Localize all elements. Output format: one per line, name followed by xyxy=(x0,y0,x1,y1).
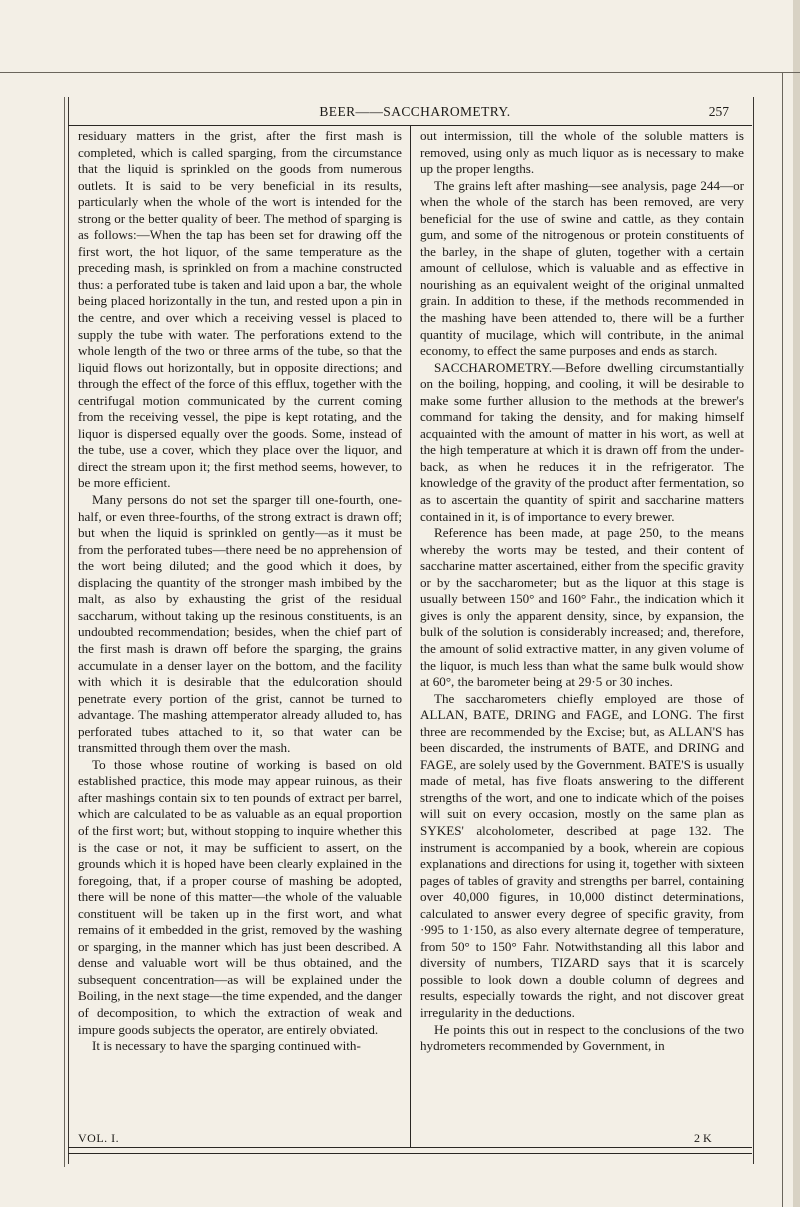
paragraph: The saccharometers chiefly employed are those of ALLAN, BATE, DRING and FAGE, and LONG. The first three are recommended by the Excise; but, as ALLAN'S has been discarded, the instruments of BATE, and DRING and FAGE, are solely used by the Government. BATE'S is usually made of metal, has five floats answering to the different strengths of the wort, and one to indicate which of the poises will suit on every occasion, mostly on the same plan as SYKES' alcoholometer, described at page 132. The instrument is accompanied by a book, wherein are copious explanations and directions for using it, together with sixteen pages of tables of gravity and strengths per barrel, containing over 40,000 figures, in 10,000 distinct determinations, calculated to answer every degree of specific gravity, from ·995 to 1·150, as also every alternate degree of temperature, from 50° to 150° Fahr. Notwithstanding all this labor and diversity of numbers, TIZARD says that it is scarcely possible to look down a double column of degrees and results, especially towards the right, and not discover great irregularity in the deductions. xyxy=(420,690,744,1020)
footer-rule xyxy=(68,1147,752,1148)
paragraph: residuary matters in the grist, after the first mash is completed, which is called sparging, from the circumstance that the liquid is sprinkled on the goods from numerous outlets. It is said to be very beneficial in its results, particularly when the whole of the wort is intended for the strong or the better quality of beer. The method of sparging is as follows:—When the tap has been set for drawing off the first wort, the hot liquor, of the same temperature as the preceding mash, is sprinkled on from a machine constructed thus: a perforated tube is taken and laid upon a bar, the whole being placed horizontally in the tun, and rested upon a pin in the centre, and over which a receiving vessel is placed to supply the tube with water. The perforations extend to the whole length of the two or three arms of the tube, so that the liquid flows out horizontally, but in opposite directions; and through the effect of the force of this efflux, together with the centrifugal motion communicated by the current coming from the receiving vessel, the pipe is kept rotating, and the liquor is dispersed equally over the goods. Some, instead of the tube, use a cover, which they place over the liquor, and direct the stream upon it; the first method seems, however, to be more efficient. xyxy=(78,128,402,491)
paragraph: Reference has been made, at page 250, to the means whereby the worts may be tested, and their content of saccharine matter ascertained, either from the specific gravity or by the saccharometer; but as the liquor at this stage is usually between 150° and 160° Fahr., the indication which it gives is only the apparent density, since, by expansion, the bulk of the solution is considerably increased; and, therefore, the amount of solid extractive matter, in any given volume of the liquor, is much less than what the same bulk would show at 60°, the barometer being at 29·5 or 30 inches. xyxy=(420,525,744,690)
signature-mark: 2 K xyxy=(694,1131,712,1145)
paragraph: It is necessary to have the sparging continued with- xyxy=(92,1038,361,1054)
paragraph: The grains left after mashing—see analysis, page 244—or when the whole of the starch has been removed, are very beneficial for the use of swine and cattle, as they contain gum, and some of the nitrogenous or protein constituents of the barley, in the shape of gluten, together with a certain amount of cellulose, which is valuable and as effective in nourishing as an equivalent weight of the original unmalted grain. In addition to these, if the methods recommended in the mashing have been attended to, there will be a further quantity of mucilage, which will contribute, in the animal economy, to effect the same purposes and ends as starch. xyxy=(420,177,744,359)
section-paragraph-saccharometry: SACCHAROMETRY.—Before dwelling circumstantially on the boiling, hopping, and cooling, it will be desirable to make some further allusion to the methods at the brewer's command for taking the density, and for making himself acquainted with the amount of matter in his wort, as well at the high temperature at which it is drawn off from the under-back, as when he reduces it in the refrigerator. The knowledge of the gravity of the product after fermentation, so as to ascertain the quantity of spirit and saccharine matters contained in it, is of importance to every brewer. xyxy=(420,359,744,524)
paragraph: He points this out in respect to the conclusions of the two hydrometers recommended by Government, in xyxy=(420,1021,744,1054)
column-divider xyxy=(410,125,411,1147)
running-head: BEER——SACCHAROMETRY. xyxy=(319,104,511,119)
paragraph: out intermission, till the whole of the soluble matters is removed, using only as much liquor as is necessary to make up the proper lengths. xyxy=(420,128,744,177)
paragraph: Many persons do not set the sparger till one-fourth, one-half, or even three-fourths, of the strong extract is drawn off; but when the liquid is sprinkled on gently—as it must be from the perforated tubes—there need be no apprehension of the wort being diluted; and the good which it does, by displacing the quantity of the stronger mash imbibed by the malt, as also by exhausting the grist of the residual saccharum, without taking up the resinous constituents, is an undoubted recommendation; besides, when the chief part of the first mash is drawn off before the sparging, the grains accumulate in a denser layer on the bottom, and the facility with which it is desirable that the edulcoration should penetrate every portion of the grist, cannot be turned to advantage. The mashing attemperator already alluded to, has perforated tubes attached to it, so that water can be transmitted through them over the mash. xyxy=(78,492,402,756)
page-header xyxy=(75,100,755,126)
volume-label: VOL. I. xyxy=(78,1131,120,1145)
scan-border-top xyxy=(0,72,800,73)
scan-border-left xyxy=(64,97,65,1167)
scan-border-right xyxy=(782,72,783,1207)
scan-edge xyxy=(793,0,800,1207)
right-column xyxy=(420,128,744,1132)
paragraph: To those whose routine of working is based on old established practice, this mode may appear ruinous, as their after mashings contain six to ten pounds of extract per barrel, which are calculated to be as valuable as an equal proportion of the first wort; but, without stopping to inquire whether this is the case or not, it may be sufficient to assert, on the grounds which it is hoped have been clearly explained in the foregoing, that, if a proper course of mashing be adopted, there will be none of this matter—the whole of the valuable constituent will be taken up in the first wort, and what remains of it embedded in the grist, removed by the washing or sparging, in the manner which has just been described. A dense and valuable wort will be thus obtained, and the subsequent concentration—as will be explained under the Boiling, in the next stage—the time expended, and the danger of decomposition, to which the extraction of weak and impure goods subjects the operator, are entirely obviated. xyxy=(78,756,402,1037)
footer-rule-outer xyxy=(68,1153,752,1154)
left-column xyxy=(78,128,402,1132)
page-number: 257 xyxy=(708,104,729,119)
